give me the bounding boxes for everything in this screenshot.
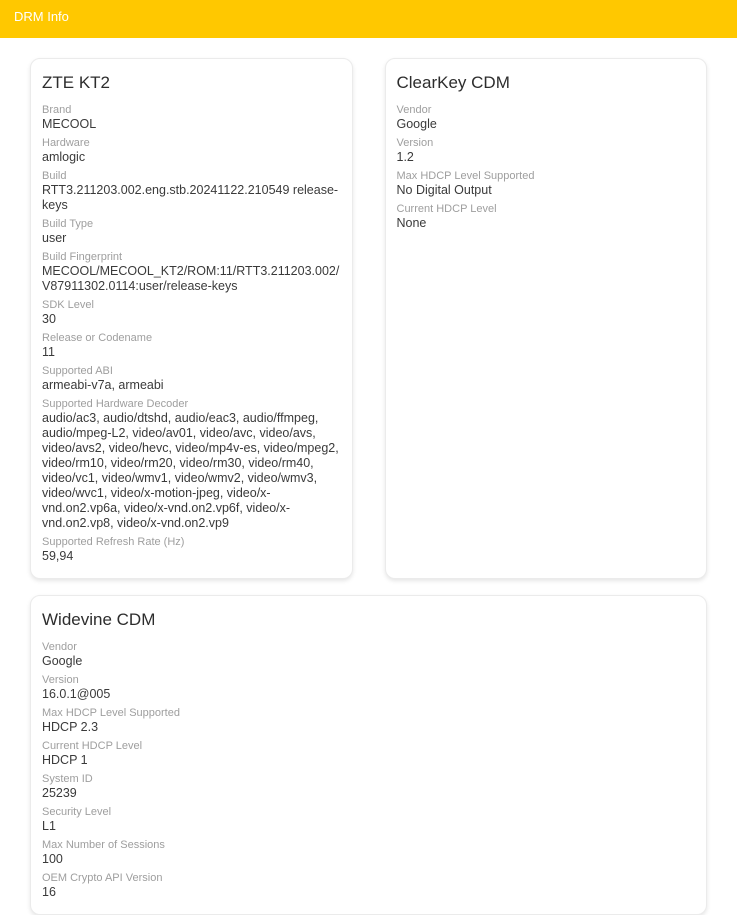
field-label: Security Level	[42, 806, 112, 818]
card-title-widevine: Widevine CDM	[42, 610, 156, 629]
field-row	[397, 103, 696, 132]
field-label: Current HDCP Level	[42, 740, 143, 752]
field-value: MECOOL/MECOOL_KT2/ROM:11/RTT3.211203.002/V87911302.0114:user/release-keys	[42, 264, 340, 293]
field-row	[42, 805, 695, 834]
field-value: RTT3.211203.002.eng.stb.20241122.210549 release-keys	[42, 183, 339, 212]
field-row	[42, 535, 341, 564]
field-row	[42, 217, 341, 246]
field-value: 30	[42, 312, 56, 326]
field-row	[42, 871, 695, 900]
app-bar	[0, 0, 737, 38]
field-row	[42, 136, 341, 165]
field-label: Max HDCP Level Supported	[42, 707, 180, 719]
content-scroll-area[interactable]	[0, 38, 737, 915]
field-row	[397, 136, 696, 165]
field-value: MECOOL	[42, 117, 97, 131]
field-value: No Digital Output	[396, 183, 492, 197]
field-row	[42, 739, 695, 768]
field-row	[42, 331, 341, 360]
field-label: Vendor	[42, 641, 77, 653]
field-value: HDCP 1	[42, 753, 88, 767]
field-list	[42, 640, 695, 900]
field-value: user	[42, 231, 67, 245]
field-list	[42, 103, 341, 564]
field-value: 16	[42, 885, 56, 899]
card-title-device: ZTE KT2	[42, 73, 111, 92]
field-value: 16.0.1@005	[42, 687, 111, 701]
field-value: 11	[42, 345, 55, 359]
field-row	[42, 397, 341, 531]
field-label: Build Fingerprint	[42, 251, 123, 263]
field-row	[42, 706, 695, 735]
field-value: Google	[396, 117, 437, 131]
card-clearkey-cdm	[385, 58, 708, 579]
field-label: Build	[42, 170, 67, 182]
field-value: amlogic	[42, 150, 86, 164]
card-title-clearkey: ClearKey CDM	[396, 73, 510, 92]
field-label: System ID	[42, 773, 93, 785]
field-label: Supported ABI	[42, 365, 113, 377]
field-label: SDK Level	[42, 299, 94, 311]
field-row	[397, 202, 696, 231]
field-label: Supported Hardware Decoder	[42, 398, 189, 410]
field-label: OEM Crypto API Version	[42, 872, 163, 884]
field-value: audio/ac3, audio/dtshd, audio/eac3, audio/ffmpeg, audio/mpeg-L2, video/av01, video/avc, video/avs, video/avs2, video/hevc, video/mp4v-es, video/mpeg2, video/rm10, video/rm20, video/rm30, video/rm40, video/vc1, video/wmv1, video/wmv2, video/wmv3, video/wvc1, video/x-motion-jpeg, video/x-vnd.on2.vp6a, video/x-vnd.on2.vp6f, video/x-vnd.on2.vp8, video/x-vnd.on2.vp9	[42, 411, 339, 530]
field-row	[397, 169, 696, 198]
field-label: Vendor	[396, 104, 432, 116]
field-label: Supported Refresh Rate (Hz)	[42, 536, 185, 548]
field-row	[42, 298, 341, 327]
field-value: armeabi-v7a, armeabi	[42, 378, 164, 392]
field-label: Build Type	[42, 218, 94, 230]
field-label: Version	[42, 674, 79, 686]
field-row	[42, 103, 341, 132]
card-device-info	[30, 58, 353, 579]
field-value: L1	[42, 819, 56, 833]
field-row	[42, 772, 695, 801]
field-value: 100	[42, 852, 63, 866]
field-value: None	[396, 216, 427, 230]
field-label: Release or Codename	[42, 332, 153, 344]
field-label: Max Number of Sessions	[42, 839, 165, 851]
field-row	[42, 250, 341, 294]
field-value: 59,94	[42, 549, 74, 563]
field-label: Max HDCP Level Supported	[396, 170, 535, 182]
field-value: HDCP 2.3	[42, 720, 99, 734]
field-row	[42, 169, 341, 213]
field-label: Hardware	[42, 137, 90, 149]
field-row	[42, 838, 695, 867]
app-bar-title: DRM Info	[14, 9, 69, 24]
field-row	[42, 364, 341, 393]
field-row	[42, 673, 695, 702]
field-value: 1.2	[396, 150, 414, 164]
field-label: Brand	[42, 104, 72, 116]
field-row	[42, 640, 695, 669]
card-widevine-cdm	[30, 595, 707, 915]
field-value: Google	[42, 654, 83, 668]
field-label: Version	[396, 137, 434, 149]
field-list	[397, 103, 696, 231]
field-value: 25239	[42, 786, 77, 800]
field-label: Current HDCP Level	[396, 203, 497, 215]
